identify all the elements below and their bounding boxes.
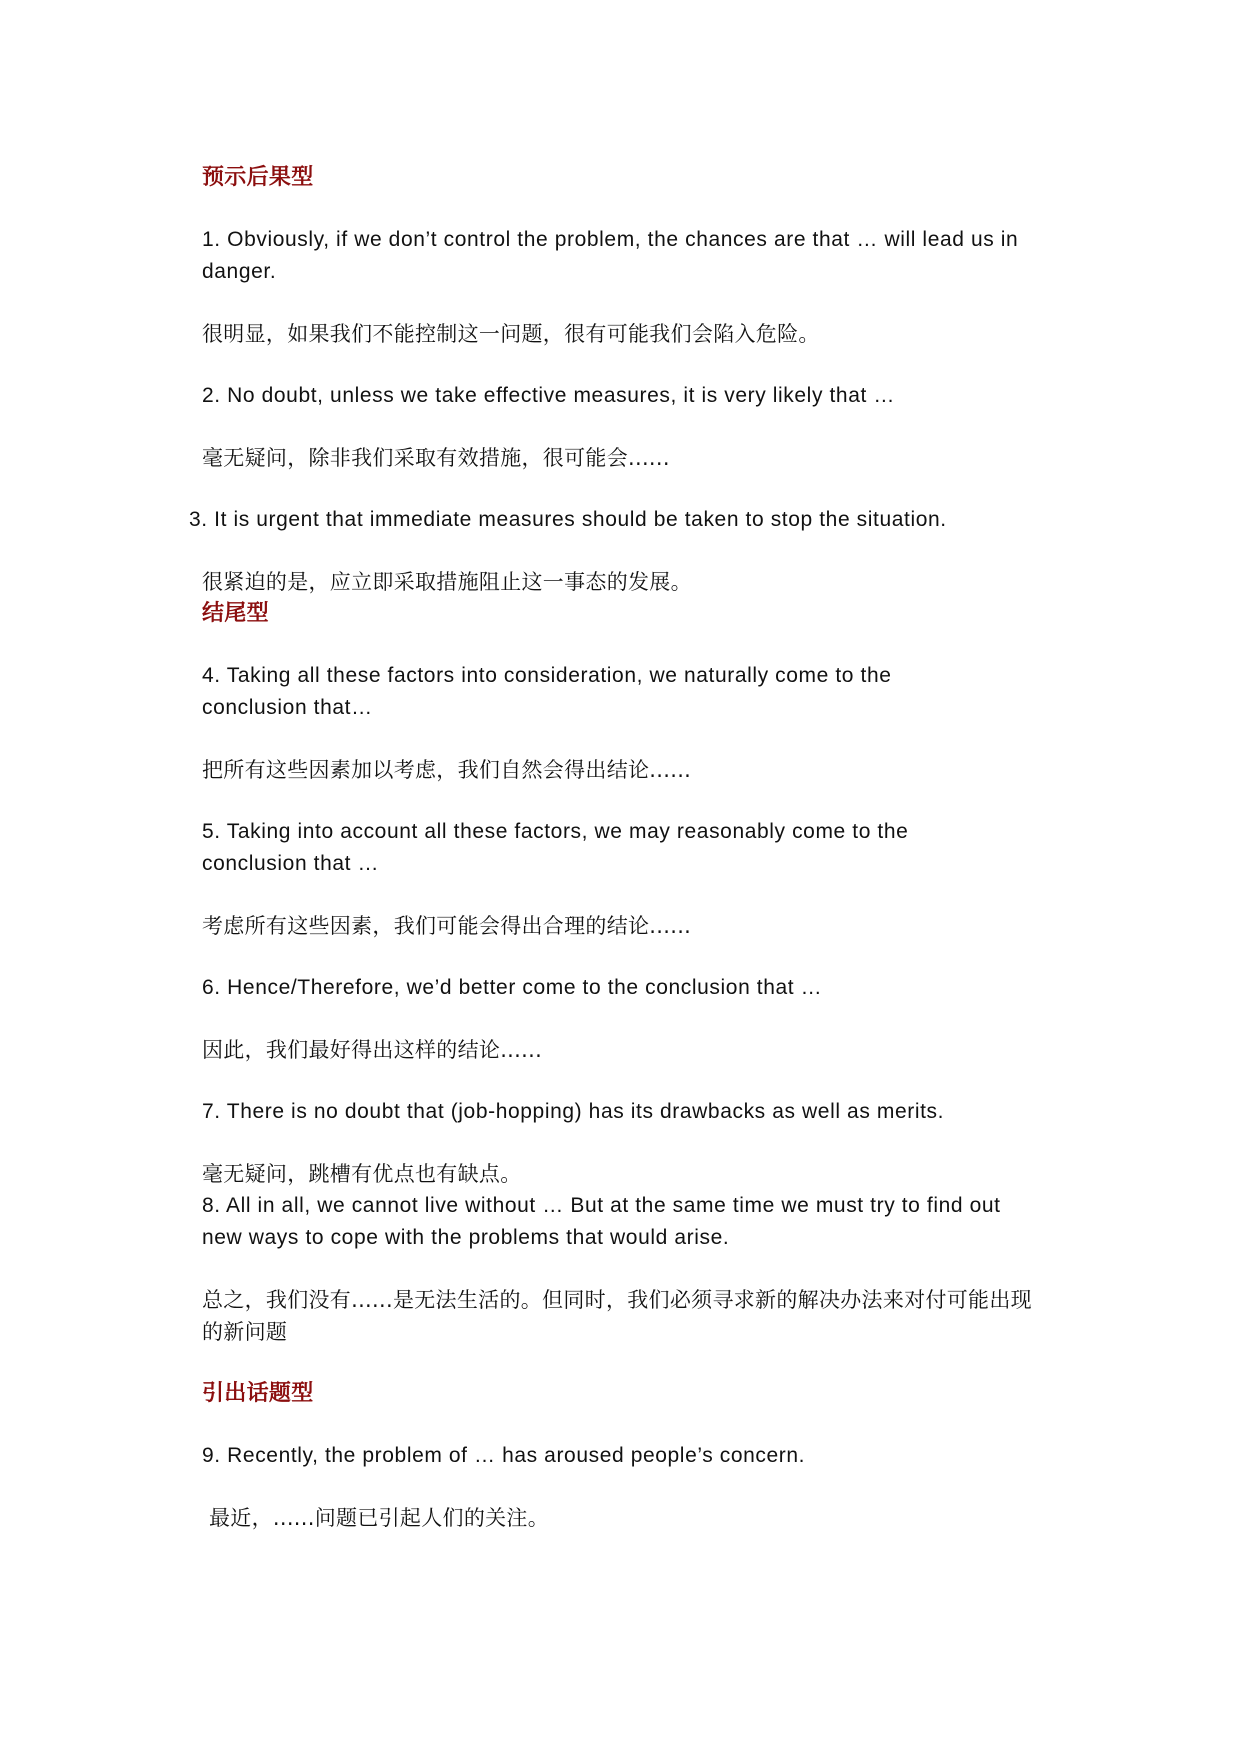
item-6-english: 6. Hence/Therefore, we’d better come to the conclusion that …	[202, 976, 823, 999]
item-2-chinese: 毫无疑问，除非我们采取有效措施，很可能会......	[202, 446, 670, 470]
item-3-english: 3. It is urgent that immediate measures should be taken to stop the situation.	[189, 508, 947, 531]
item-7-english: 7. There is no doubt that (job-hopping) has its drawbacks as well as merits.	[202, 1100, 945, 1123]
item-4-chinese: 把所有这些因素加以考虑，我们自然会得出结论......	[202, 758, 692, 782]
item-8-chinese: 总之，我们没有......是无法生活的。但同时，我们必须寻求新的解决办法来对付可能出现的新问题	[202, 1288, 1032, 1344]
item-7-chinese: 毫无疑问，跳槽有优点也有缺点。	[202, 1162, 522, 1186]
item-2-english: 2. No doubt, unless we take effective measures, it is very likely that …	[202, 384, 895, 407]
section-heading-topic: 引出话题型	[202, 1381, 314, 1406]
item-8-english: 8. All in all, we cannot live without … But at the same time we must try to find out new ways to cope with the problems that would arise.	[202, 1194, 1001, 1249]
item-1-english: 1. Obviously, if we don’t control the problem, the chances are that … will lead us in danger.	[202, 228, 1019, 283]
item-9-chinese: 最近，......问题已引起人们的关注。	[202, 1506, 550, 1530]
item-5-english: 5. Taking into account all these factors, we may reasonably come to the conclusion that …	[202, 820, 909, 875]
item-5-chinese: 考虑所有这些因素，我们可能会得出合理的结论......	[202, 914, 692, 938]
item-4-english: 4. Taking all these factors into consideration, we naturally come to the conclusion that…	[202, 664, 892, 719]
item-9-english: 9. Recently, the problem of … has aroused people’s concern.	[202, 1444, 806, 1467]
item-1-chinese: 很明显，如果我们不能控制这一问题，很有可能我们会陷入危险。	[202, 322, 820, 346]
section-heading-conclusion: 结尾型	[202, 601, 269, 626]
item-3-chinese: 很紧迫的是，应立即采取措施阻止这一事态的发展。	[202, 570, 692, 594]
item-6-chinese: 因此，我们最好得出这样的结论......	[202, 1038, 543, 1062]
section-heading-consequence: 预示后果型	[202, 165, 314, 190]
